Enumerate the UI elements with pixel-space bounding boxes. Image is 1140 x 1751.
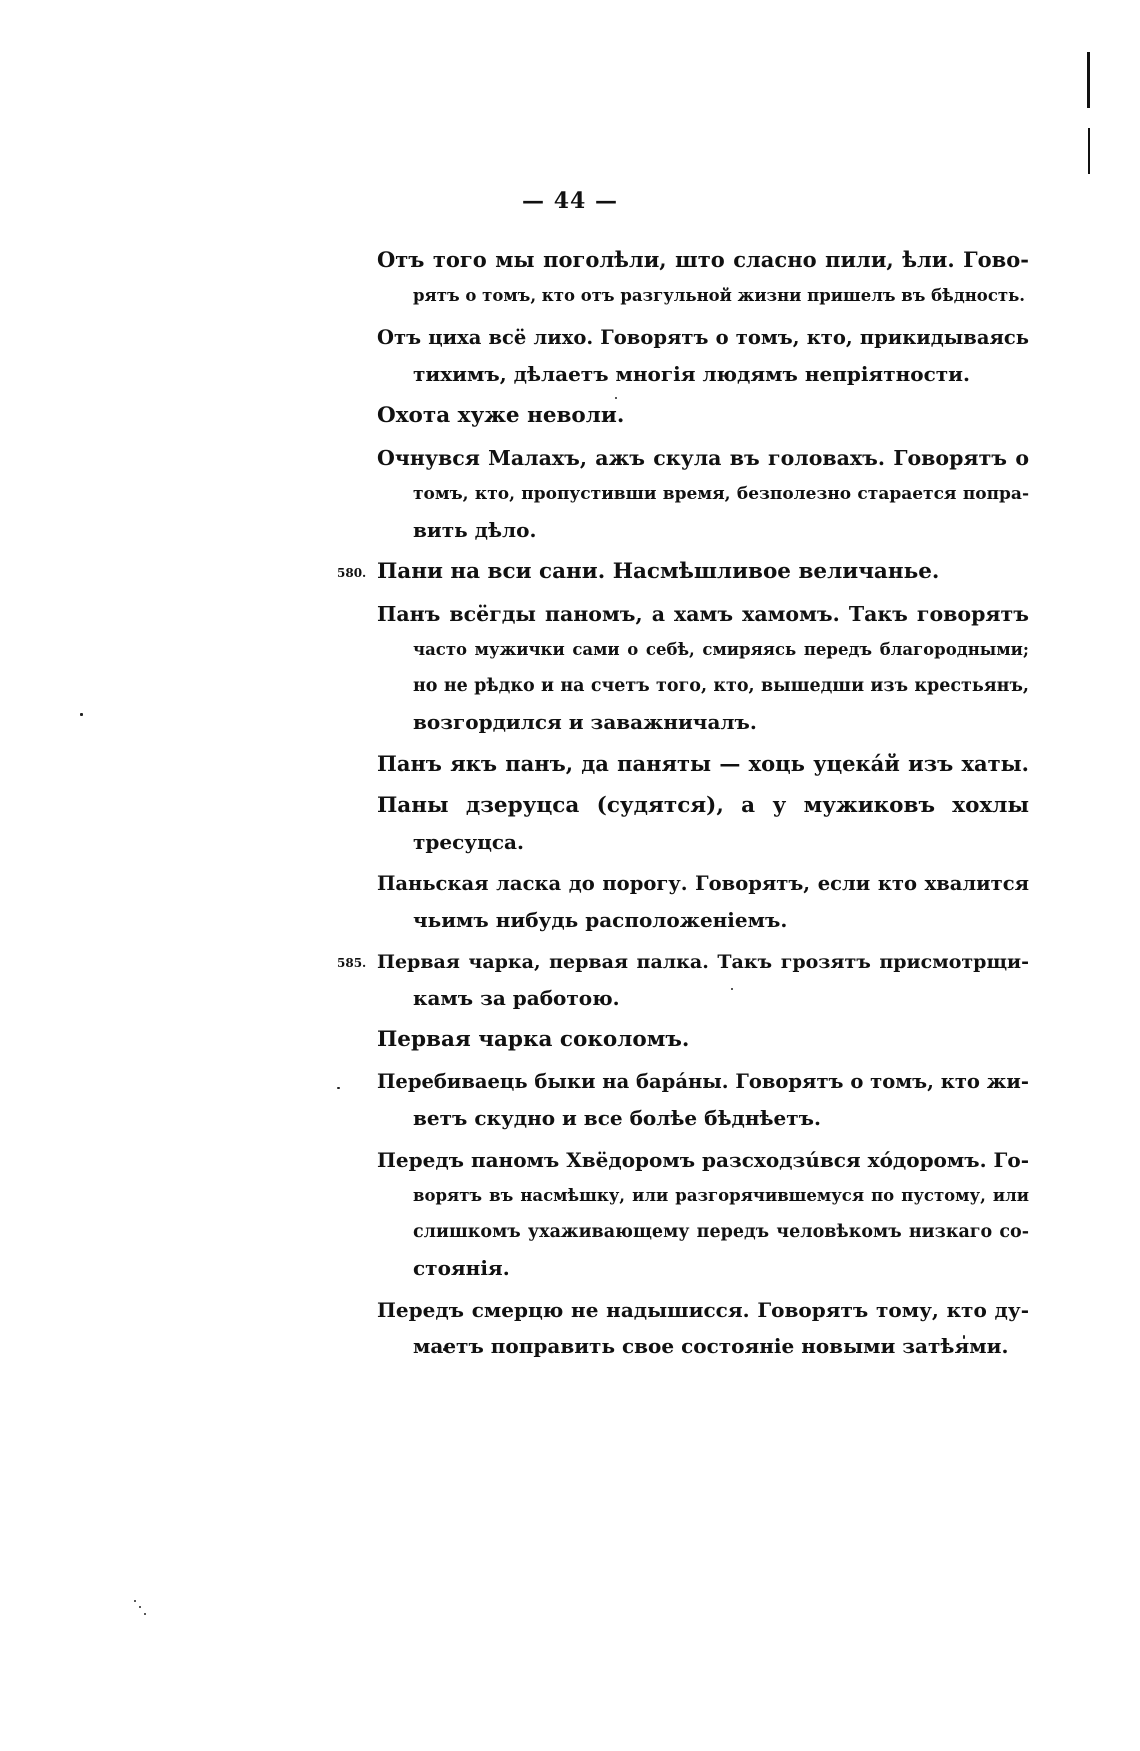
proverb-entry: [377, 788, 1029, 860]
entry-line: Пани на вси сани. Насмѣшливое величанье.: [377, 559, 940, 584]
proverb-entry: [377, 242, 1029, 314]
entry-line: чьимъ нибудь расположеніемъ.: [413, 908, 788, 932]
proverb-entry: [377, 398, 1029, 434]
proverb-entry: [337, 554, 1029, 590]
page-number: — 44 —: [522, 188, 618, 214]
proverb-entry: [377, 320, 1029, 392]
proverb-entry: [377, 1064, 1029, 1136]
entry-line: стоянія.: [413, 1256, 510, 1280]
entry-line: тихимъ, дѣлаетъ многія людямъ непріятности.: [413, 362, 970, 386]
entry-line: томъ, кто, пропустивши время, безполезно старается попра-: [413, 484, 1029, 504]
entry-line: слишкомъ ухаживающему передъ человѣкомъ низкаго со-: [413, 1222, 1029, 1242]
entry-line: Отъ того мы поголѣли, што сласно пили, ѣли. Гово-: [377, 247, 1029, 272]
scan-edge-mark: [1087, 52, 1090, 108]
entry-line: рятъ о томъ, кто отъ разгульной жизни пришелъ въ бѣдность.: [413, 286, 1026, 305]
entry-line: камъ за работою.: [413, 986, 620, 1010]
entry-line: Передъ паномъ Хвёдоромъ разсходзúвся хóдоромъ. Го-: [377, 1148, 1029, 1172]
entry-line: Первая чарка соколомъ.: [377, 1027, 690, 1052]
proverb-entry: [377, 440, 1029, 548]
entry-line: возгордился и заважничалъ.: [413, 710, 757, 734]
entry-line: но не рѣдко и на счетъ того, кто, вышедши изъ крестьянъ,: [413, 676, 1029, 696]
entry-line: Паны дзеруцса (судятся), а у мужиковъ хохлы: [377, 793, 1029, 818]
entry-line: Охота хуже неволи.: [377, 403, 625, 428]
proverb-list: [337, 242, 1029, 1370]
entry-line: часто мужички сами о себѣ, смиряясь передъ благородными;: [413, 640, 1029, 659]
entry-line: Отъ циха всё лихо. Говорятъ о томъ, кто, прикидываясь: [377, 326, 1029, 349]
entry-line: вить дѣло.: [413, 518, 537, 542]
entry-line: Передъ смерцю не надышисся. Говорятъ тому, кто ду-: [377, 1298, 1029, 1322]
proverb-entry: [377, 1292, 1029, 1364]
entry-line: Первая чарка, первая палка. Такъ грозятъ присмотрщи-: [377, 951, 1029, 973]
entry-number: 585.: [337, 956, 367, 970]
proverb-entry: [377, 1022, 1029, 1058]
entry-line: Очнувся Малахъ, ажъ скула въ головахъ. Говорятъ о: [377, 446, 1029, 470]
entry-line: ветъ скудно и все болѣе бѣднѣетъ.: [413, 1106, 821, 1130]
entry-number: 580.: [337, 566, 367, 580]
proverb-entry: [377, 596, 1029, 740]
proverb-entry: [337, 944, 1029, 1016]
entry-line: Паньская ласка до порогу. Говорятъ, если кто хвалится: [377, 872, 1029, 895]
proverb-entry: [377, 866, 1029, 938]
entry-line: Панъ якъ панъ, да паняты — хоць уцекáй изъ хаты.: [377, 751, 1029, 776]
entry-line: маетъ поправить свое состояніе новыми затѣями.: [413, 1334, 1009, 1358]
entry-line: Панъ всёгды паномъ, а хамъ хамомъ. Такъ говорятъ: [377, 602, 1029, 626]
proverb-entry: [377, 746, 1029, 782]
scan-edge-mark: [1088, 128, 1090, 174]
entry-line: Перебиваець быки на барáны. Говорятъ о томъ, кто жи-: [377, 1070, 1029, 1093]
entry-line: тресуцса.: [413, 830, 524, 854]
proverb-entry: [377, 1142, 1029, 1286]
entry-line: ворятъ въ насмѣшку, или разгорячившемуся по пустому, или: [413, 1186, 1029, 1205]
